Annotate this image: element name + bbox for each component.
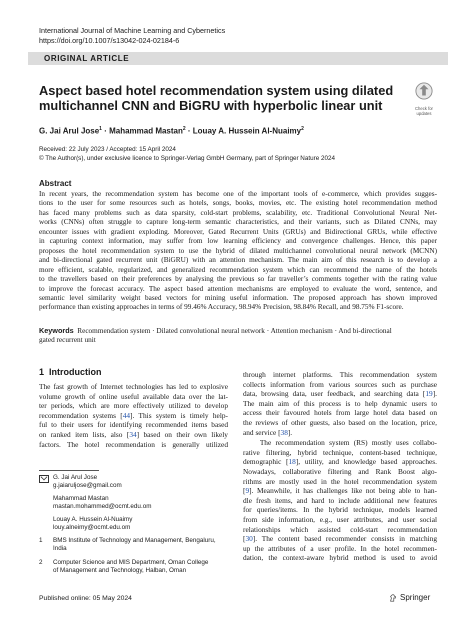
paper-title bbox=[39, 83, 394, 113]
line-text: up the attributes of a user profile. In the hotel recommen- bbox=[243, 543, 437, 553]
line-text: [ bbox=[243, 486, 246, 496]
body-text-line bbox=[39, 430, 228, 440]
publisher-name: Springer bbox=[400, 593, 431, 602]
body-text-line bbox=[243, 457, 437, 467]
author-list bbox=[39, 124, 439, 137]
doi-link[interactable]: https://doi.org/10.1007/s13042-024-02184-6 bbox=[39, 36, 180, 45]
line-text: ]. bbox=[287, 427, 293, 437]
citation-link[interactable]: 44 bbox=[122, 410, 131, 420]
body-text-line bbox=[243, 438, 437, 448]
citation-link[interactable]: 18 bbox=[288, 457, 296, 467]
abstract-line: in capturing context information, may suffer from low learning efficiency and convergence challenges. Hence, this paper bbox=[39, 237, 437, 246]
abstract-line: encounter issues with gradient exploding. Moreover, Gated Recurrent Units (GRUs) and Bidirectional GRUs, while effective bbox=[39, 227, 437, 236]
published-date: Published online: 05 May 2024 bbox=[39, 595, 132, 602]
affiliation-line: of Management and Technology, Halban, Oman bbox=[53, 567, 187, 574]
body-text-line bbox=[39, 411, 228, 421]
line-text: ]. The content based recommender consists in matching bbox=[252, 534, 437, 544]
body-text-line bbox=[243, 477, 437, 487]
abstract-line: to the travellers based on their preferences by analysing the previous so far traveller’s comments together with the rating value bbox=[39, 275, 437, 284]
affiliation-number: 2 bbox=[39, 559, 43, 566]
footnote-rule bbox=[39, 470, 99, 471]
author-name[interactable]: Louay A. Hussein Al-Nuaimy bbox=[192, 126, 302, 136]
line-text: ter periods, which are more effectively utilized to develop bbox=[39, 401, 228, 411]
abstract-line: works (CNNs) often struggle to capture long-term semantic characteristics, and their variants, such as Dilated CNNs, may bbox=[39, 218, 437, 227]
abstract-line: tions to the user for some resources such as hotels, songs, books, movies, etc. The existing hotel recommendation method bbox=[39, 199, 437, 208]
abstract-body bbox=[39, 190, 437, 313]
abstract-line: semantic level similarity weight based vectors for mining useful information. The proposed approach has shown improved bbox=[39, 293, 437, 302]
badge-text bbox=[406, 106, 442, 116]
intro-left-column bbox=[39, 382, 228, 449]
section-number: 1 bbox=[39, 367, 45, 377]
author-name[interactable]: G. Jai Arul Jose bbox=[39, 126, 100, 136]
article-type-label: ORIGINAL ARTICLE bbox=[44, 54, 130, 63]
line-text: demographic [ bbox=[243, 457, 289, 467]
body-text-line bbox=[243, 408, 437, 418]
coauthor-name: Mahammad Mastan bbox=[53, 495, 109, 502]
body-text-line bbox=[243, 486, 437, 496]
author-affiliation-mark: 2 bbox=[182, 126, 186, 132]
coauthor-name: Louay A. Hussein Al-Nuaimy bbox=[53, 516, 133, 523]
body-text-line bbox=[243, 496, 437, 506]
line-text: ], utility, and knowledge based approaches. bbox=[295, 457, 437, 467]
body-text-line bbox=[39, 420, 228, 430]
abstract-line: to improve the forecast accuracy. The aspect based attention mechanisms are employed to evaluate the word, sentence, and bbox=[39, 284, 437, 293]
intro-right-column bbox=[243, 370, 437, 563]
author-separator: · bbox=[104, 126, 110, 136]
line-text: factors. The hotel recommendation is generally utilized bbox=[39, 439, 228, 449]
body-text-line bbox=[39, 440, 228, 450]
body-text-line bbox=[243, 467, 437, 477]
line-text: The fast growth of Internet technologies has led to explosive bbox=[39, 382, 228, 391]
affiliation-line: BMS Institute of Technology and Management, Bengaluru, bbox=[53, 537, 216, 544]
line-text: ]. This system is timely help- bbox=[130, 410, 228, 420]
publisher-logo bbox=[389, 593, 430, 602]
corresponding-author-email[interactable]: g.jaiaruljose@gmail.com bbox=[53, 482, 122, 489]
badge-line-2: updates bbox=[416, 111, 432, 116]
line-text: for queries/items. In the hybrid technique, models learned bbox=[243, 505, 437, 515]
line-text: access their favoured hotels from large hotel data based on bbox=[243, 408, 437, 418]
line-text: the reviews of other guests, also based on the location, price, bbox=[243, 417, 437, 427]
abstract-line: more efficient, scalable, regularized, and generalized recommendation system which can recommend the name of the hotels bbox=[39, 265, 437, 274]
keywords-line-2: gated recurrent unit bbox=[39, 336, 96, 345]
body-text-line bbox=[243, 418, 437, 428]
line-text: The main aim of this process is to help dynamic users to bbox=[243, 398, 437, 408]
citation-link[interactable]: 9 bbox=[245, 486, 250, 496]
badge-line-1: Check for bbox=[415, 106, 433, 111]
correspondence-block bbox=[39, 474, 229, 532]
line-text: on ranked item lists, also [ bbox=[39, 429, 130, 439]
line-text: through internet platforms. This recommendation system bbox=[243, 370, 437, 379]
springer-horse-icon bbox=[389, 594, 397, 602]
line-text: recommendation systems [ bbox=[39, 410, 123, 420]
line-text: dation, the context-aware hybrid method is used to avoid bbox=[243, 553, 437, 563]
line-text: ful to their users for identifying recommended items based bbox=[39, 420, 228, 430]
keywords-line-1: Recommendation system · Dilated convolutional neural network · Attention mechanism · And bi-directional bbox=[77, 327, 392, 335]
author-name[interactable]: Mahammad Mastan bbox=[109, 126, 183, 136]
affiliation-line: India bbox=[53, 545, 67, 552]
envelope-icon bbox=[39, 475, 49, 483]
check-for-updates-badge[interactable] bbox=[406, 82, 442, 118]
body-text-line bbox=[243, 389, 437, 399]
line-text: ]. Meanwhile, it has challenges like not being able to han- bbox=[249, 486, 437, 496]
line-text: The recommendation system (RS) mostly uses collabo- bbox=[243, 438, 437, 448]
abstract-line: In recent years, the recommendation system has become one of the important tools of e-commerce, which provides sugges- bbox=[39, 190, 437, 198]
body-text-line bbox=[243, 515, 437, 525]
title-line-2: multichannel CNN and BiGRU with hyperbolic linear unit bbox=[39, 98, 383, 113]
author-affiliation-mark: 1 bbox=[99, 126, 102, 132]
coauthor-email[interactable]: mastan.mohammed@ocmt.edu.om bbox=[53, 503, 152, 510]
line-text: from side information, e.g., user attributes, and user social bbox=[243, 514, 437, 524]
citation-link[interactable]: 38 bbox=[280, 427, 288, 437]
line-text: ]. bbox=[432, 389, 437, 399]
coauthor-email[interactable]: louy.alneimy@ocmt.edu.om bbox=[53, 524, 131, 531]
abstract-heading: Abstract bbox=[39, 179, 72, 188]
line-text: collects information from various sources such as purchase bbox=[243, 379, 437, 389]
affiliation-number: 1 bbox=[39, 537, 43, 544]
line-text: [ bbox=[243, 534, 246, 544]
body-text-line bbox=[243, 428, 437, 438]
body-text-line bbox=[39, 392, 228, 402]
line-text: data, browsing data, user feedback, and searching data [ bbox=[243, 389, 426, 399]
abstract-line: and bi-directional gated recurrent unit (BiGRU) with an attention mechanism. The main aim of this research is to develop a bbox=[39, 256, 437, 265]
body-text-line bbox=[243, 380, 437, 390]
title-line-1: Aspect based hotel recommendation system using dilated bbox=[39, 83, 394, 98]
check-updates-icon bbox=[415, 82, 433, 100]
body-text-line bbox=[243, 525, 437, 535]
author-affiliation-mark: 2 bbox=[301, 126, 304, 132]
journal-name: International Journal of Machine Learning and Cybernetics bbox=[39, 26, 226, 35]
corresponding-author-name: G. Jai Arul Jose bbox=[53, 474, 98, 481]
citation-link[interactable]: 30 bbox=[245, 534, 253, 544]
section-title: Introduction bbox=[49, 367, 102, 377]
body-text-line bbox=[243, 553, 437, 563]
abstract-line: performance than existing approaches in terms of 99.46% Accuracy, 98.94% Precision, 98.84% Recall, and 98.75% F1-score. bbox=[39, 303, 404, 312]
abstract-line: proposes the hotel recommendation system to use the hybrid of dilated multichannel convolutional neural network (MCNN) bbox=[39, 246, 437, 255]
body-text-line bbox=[243, 399, 437, 409]
body-text-line bbox=[243, 505, 437, 515]
body-text-line bbox=[243, 448, 437, 458]
body-text-line bbox=[243, 370, 437, 380]
line-text: dle fresh items, and hard to include additional new features bbox=[243, 495, 437, 505]
line-text: relationships which assisted cold-start recommendation bbox=[243, 524, 437, 534]
line-text: ] based on their own likely bbox=[136, 429, 228, 439]
copyright-notice: © The Author(s), under exclusive licence to Springer-Verlag GmbH Germany, part of Springer Nature 2024 bbox=[39, 155, 335, 162]
affiliation-item bbox=[39, 537, 229, 553]
line-text: rithms are mostly used in the hotel recommendation system bbox=[243, 476, 437, 486]
keywords bbox=[39, 326, 437, 346]
affiliation-line: Computer Science and MIS Department, Oman College bbox=[53, 559, 209, 566]
author-separator: · bbox=[187, 126, 193, 136]
received-accepted-dates: Received: 22 July 2023 / Accepted: 15 April 2024 bbox=[39, 146, 176, 153]
line-text: volume growth of online useful available data over the lat- bbox=[39, 391, 228, 401]
section-heading bbox=[39, 367, 102, 377]
citation-link[interactable]: 19 bbox=[425, 389, 433, 399]
body-text-line bbox=[39, 401, 228, 411]
line-text: rative filtering, hybrid technique, content-based technique, bbox=[243, 447, 437, 457]
line-text: and service [ bbox=[243, 427, 281, 437]
affiliation-item bbox=[39, 559, 229, 575]
citation-link[interactable]: 34 bbox=[129, 429, 137, 439]
keywords-label: Keywords bbox=[39, 326, 74, 335]
body-text-line bbox=[39, 382, 228, 392]
abstract-line: has faced many problems such as data sparsity, cold-start problems, scalability, etc. Traditional Convolutional Neural Net- bbox=[39, 208, 437, 217]
body-text-line bbox=[243, 544, 437, 554]
line-text: Nowadays, collaborative filtering and Rank Boost algo- bbox=[243, 466, 437, 476]
body-text-line bbox=[243, 534, 437, 544]
footnotes bbox=[39, 474, 229, 575]
